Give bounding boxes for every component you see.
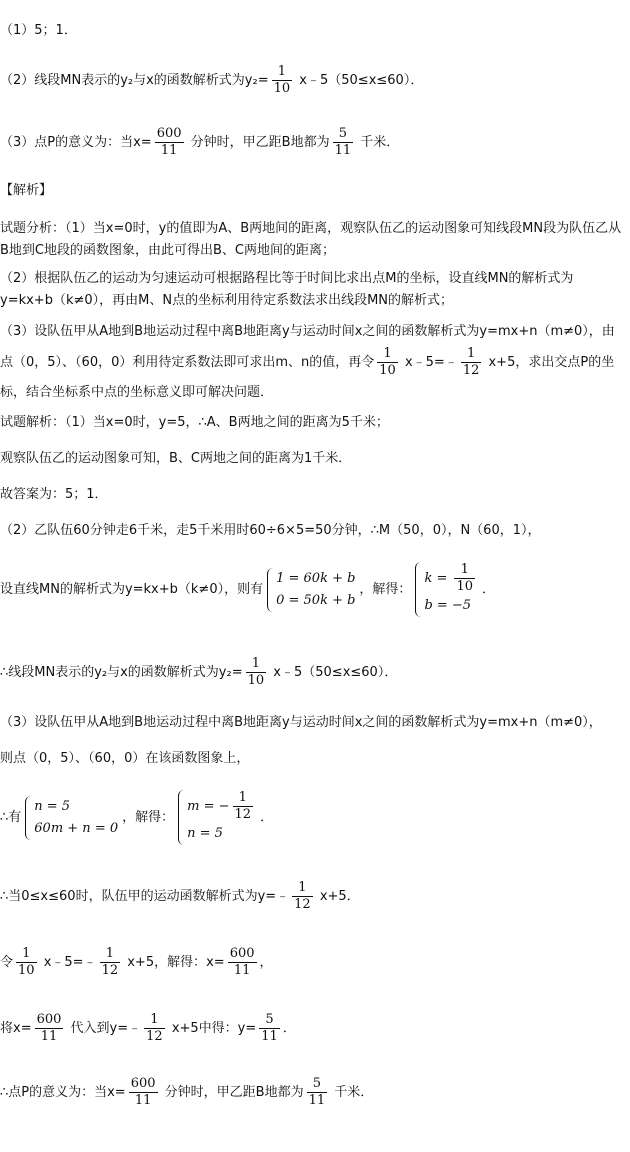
answer-part-1: （1）5；1． (0, 23, 77, 38)
equation-system: n = 5 60m + n = 0 (25, 796, 118, 840)
analysis-heading: 【解析】 (0, 183, 53, 198)
fraction: $\frac{1}{10}$ (379, 346, 396, 378)
fraction: $\frac{1}{10}$ (273, 64, 291, 96)
solution-line-1: 试题解析：（1）当x=0时，y=5，∴A、B两地之间的距离为5千米； (0, 415, 389, 430)
solution-line-4: （2）乙队伍60分钟走6千米，走5千米用时60÷6×5=50分钟，∴M（50，0），N（60，1）， (0, 523, 541, 538)
solution-line-5: 设直线MN的解析式为y=kx+b（k≠0），则有 1 = 60k + b 0 = 50k + b ，解得： k = $\frac{1}{10}$ b = −5 ． (0, 562, 495, 617)
equation-system: m = − $\frac{1}{12}$ n = 5 (178, 790, 256, 845)
analysis-part-3: （3）设队伍甲从A地到B地运动过程中离B地距离y与运动时间x之间的函数解析式为y=mx+n（m≠0），由点（0，5）、（60，0）利用待定系数法即可求出m、n的值，再令 $\frac{1}{10}$ x﹣5=﹣ $\frac{1}{12}$ x+5，求出交点P的坐标，结合坐标系中点的坐标意义即可解决问题． (0, 324, 615, 400)
solution-line-12: 将x= $\frac{600}{11}$ 代入到y=﹣ $\frac{1}{12}$ x+5中得：y= $\frac{5}{11}$ ． (0, 1012, 296, 1044)
answer-part-3: （3）点P的意义为：当x= $\frac{600}{11}$ 分钟时，甲乙距B地都为 $\frac{5}{11}$ 千米． (0, 126, 400, 158)
analysis-part-1: 试题分析：（1）当x=0时，y的值即为A、B两地间的距离，观察队伍乙的运动图象可知线段MN段为队伍乙从B地到C地段的函数图象，由此可得出B、C两地间的距离； (0, 221, 622, 258)
solution-line-10: ∴当0≤x≤60时，队伍甲的运动函数解析式为y=﹣ $\frac{1}{12}$ x+5． (0, 880, 360, 912)
solution-line-11: 令 $\frac{1}{10}$ x﹣5=﹣ $\frac{1}{12}$ x+5，解得：x= $\frac{600}{11}$ ， (0, 946, 273, 978)
fraction: $\frac{1}{12}$ (146, 1012, 163, 1044)
fraction: $\frac{600}{11}$ (36, 1012, 62, 1044)
fraction: $\frac{600}{11}$ (156, 126, 182, 158)
fraction: $\frac{1}{10}$ (247, 656, 265, 688)
solution-line-2: 观察队伍乙的运动图象可知，B、C两地之间的距离为1千米． (0, 451, 352, 466)
fraction: $\frac{1}{10}$ (456, 562, 474, 594)
solution-line-13: ∴点P的意义为：当x= $\frac{600}{11}$ 分钟时，甲乙距B地都为 $\frac{5}{11}$ 千米． (0, 1076, 374, 1108)
solution-line-3: 故答案为：5；1． (0, 487, 108, 502)
fraction: $\frac{1}{10}$ (18, 946, 35, 978)
solution-line-9: ∴有 n = 5 60m + n = 0 ，解得： m = − $\frac{1}{12}$ n = 5 ． (0, 790, 273, 845)
fraction: $\frac{5}{11}$ (308, 1076, 326, 1108)
equation-system: 1 = 60k + b 0 = 50k + b (267, 568, 355, 612)
equation-system: k = $\frac{1}{10}$ b = −5 (415, 562, 478, 617)
solution-line-8: 则点（0，5）、（60，0）在该函数图象上， (0, 751, 250, 766)
fraction: $\frac{5}{11}$ (334, 126, 352, 158)
fraction: $\frac{1}{12}$ (234, 790, 252, 822)
fraction: $\frac{5}{11}$ (261, 1012, 278, 1044)
solution-line-6: ∴线段MN表示的y₂与x的函数解析式为y₂= $\frac{1}{10}$ x﹣5（50≤x≤60）． (0, 656, 398, 688)
analysis-part-2: （2）根据队伍乙的运动为匀速运动可根据路程比等于时间比求出点M的坐标，设直线MN的解析式为y=kx+b（k≠0），再由M、N点的坐标利用待定系数法求出线段MN的解析式； (0, 271, 574, 308)
fraction: $\frac{1}{12}$ (294, 880, 311, 912)
fraction: $\frac{1}{12}$ (462, 346, 480, 378)
fraction: $\frac{600}{11}$ (229, 946, 255, 978)
solution-line-7: （3）设队伍甲从A地到B地运动过程中离B地距离y与运动时间x之间的函数解析式为y=mx+n（m≠0）， (0, 715, 602, 730)
fraction: $\frac{1}{12}$ (101, 946, 119, 978)
fraction: $\frac{600}{11}$ (130, 1076, 156, 1108)
answer-part-2: （2）线段MN表示的y₂与x的函数解析式为y₂= $\frac{1}{10}$ x﹣5（50≤x≤60）． (0, 64, 424, 96)
